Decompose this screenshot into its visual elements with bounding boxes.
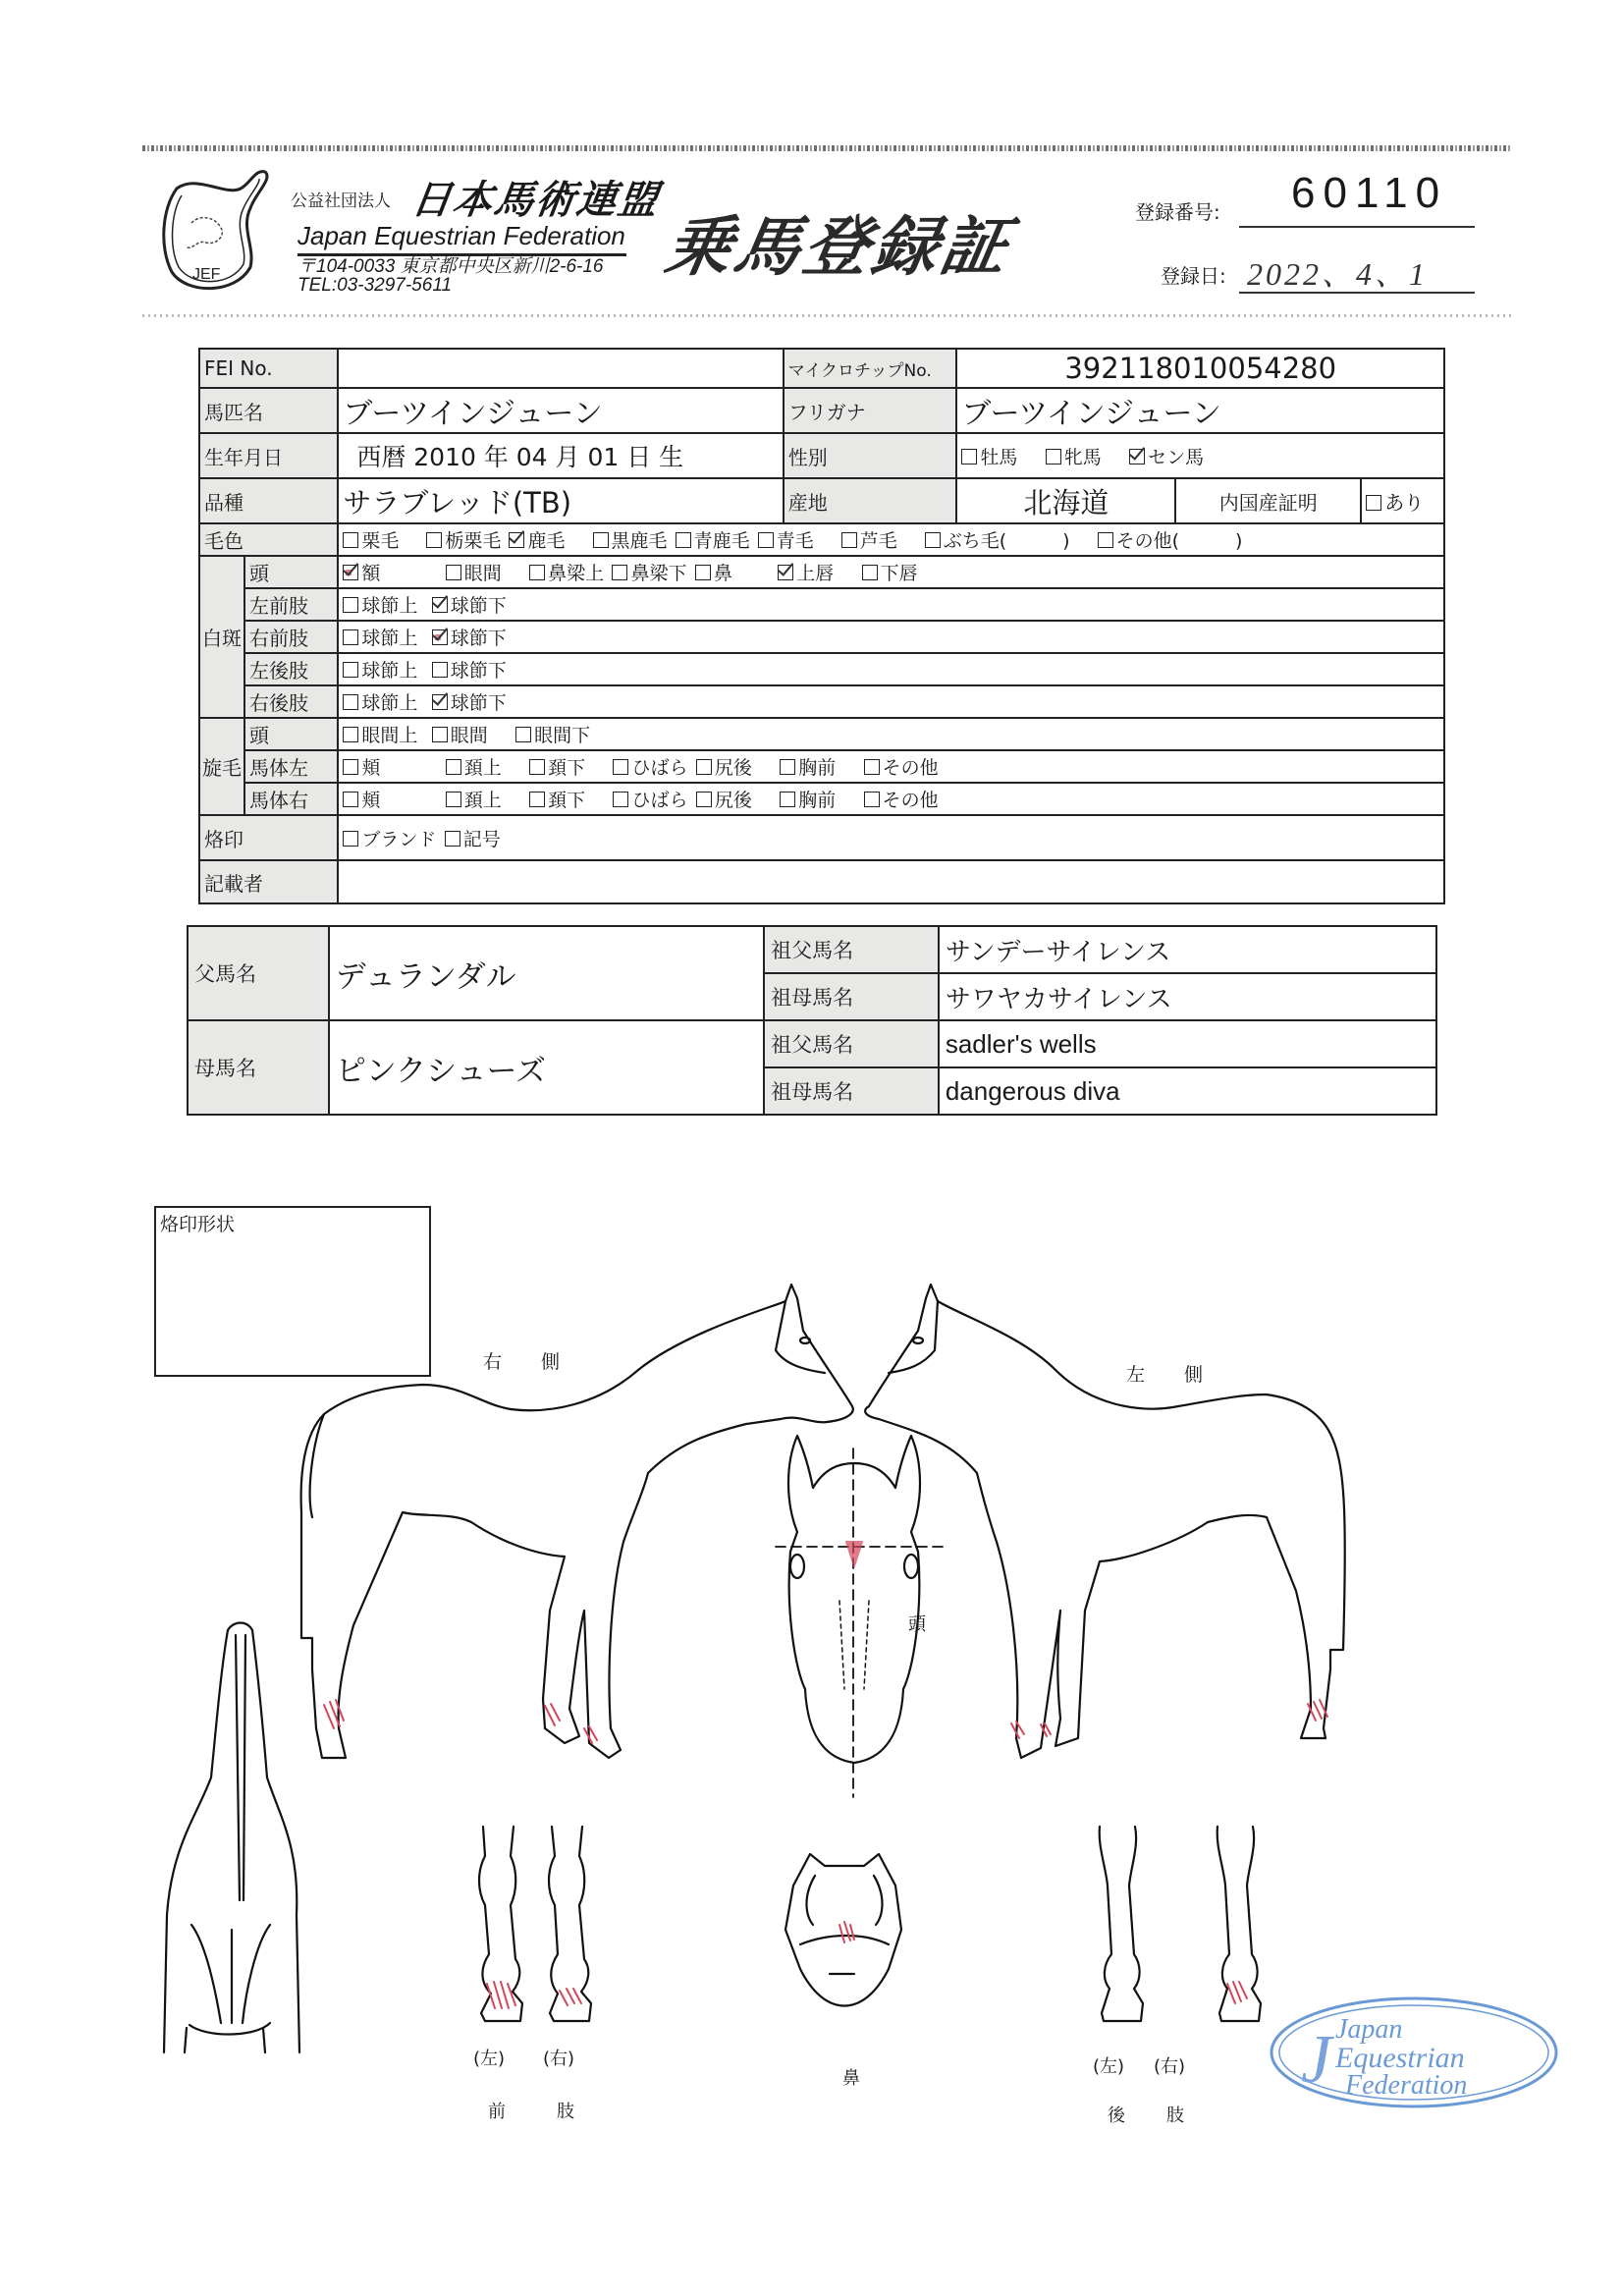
- left-hind-above-fetlock[interactable]: 球節上: [343, 656, 417, 683]
- jef-stamp: [1267, 1994, 1561, 2111]
- whorl-below-eyes[interactable]: 眼間下: [515, 721, 590, 747]
- side-view-markings: [324, 1700, 1327, 1743]
- horse-name-label: 馬匹名: [199, 388, 338, 433]
- dam-dam-label: 祖母馬名: [764, 1067, 939, 1115]
- white-lower-bridge[interactable]: 鼻梁下: [612, 559, 686, 585]
- sire-sire-label: 祖父馬名: [764, 926, 939, 973]
- svg-text:Federation: Federation: [1345, 2070, 1468, 2101]
- coat-color-label: 毛色: [199, 523, 338, 556]
- recorder-label: 記載者: [199, 860, 338, 903]
- sire-value: デュランダル: [329, 926, 764, 1020]
- head-label: 頭: [908, 1614, 926, 1635]
- brand-label: 烙印: [199, 815, 338, 860]
- org-address: 〒104-0033 東京都中央区新川2-6-16: [298, 256, 604, 277]
- coat-dark-bay[interactable]: 黒鹿毛: [593, 526, 668, 553]
- hind-right-label: (右): [1154, 2056, 1186, 2077]
- coat-black[interactable]: 青毛: [758, 526, 814, 553]
- brand-option-symbol[interactable]: 記号: [445, 825, 501, 851]
- right-side-label: 右側: [483, 1351, 600, 1373]
- svg-text:JEF: JEF: [192, 266, 221, 283]
- left-side-label: 左側: [1126, 1364, 1243, 1386]
- dam-label: 母馬名: [188, 1020, 329, 1115]
- hind-limbs-label-2: 肢: [1166, 2105, 1184, 2126]
- front-right-label: (右): [543, 2049, 575, 2069]
- org-tel: TEL:03-3297-5611: [298, 275, 453, 296]
- left-fore-above-fetlock[interactable]: 球節上: [343, 591, 417, 618]
- white-nose[interactable]: 鼻: [695, 559, 732, 585]
- left-fore-below-fetlock[interactable]: 球節下: [432, 591, 507, 618]
- stamp-oval-icon: [1267, 1994, 1561, 2111]
- breed-value: サラブレッド(TB): [338, 478, 783, 523]
- coat-bay[interactable]: 鹿毛: [509, 526, 565, 553]
- white-left-hind-label: 左後肢: [244, 653, 338, 685]
- front-left-label: (左): [473, 2049, 506, 2069]
- brand-option-brand[interactable]: ブランド: [343, 825, 436, 851]
- whorl-right-chest[interactable]: 胸前: [780, 786, 836, 812]
- horse-head-front-icon: [776, 1436, 943, 1797]
- fei-label: FEI No.: [199, 349, 338, 388]
- brand-shape-label: 烙印形状: [160, 1214, 236, 1235]
- svg-text:Japan: Japan: [1335, 2014, 1403, 2045]
- whorl-head-label: 頭: [244, 718, 338, 750]
- coat-other[interactable]: その他( ): [1098, 526, 1243, 553]
- sex-option-mare[interactable]: 牝馬: [1046, 443, 1102, 469]
- whorl-right-lower-neck[interactable]: 頚下: [529, 786, 585, 812]
- whorl-body-left-label: 馬体左: [244, 750, 338, 783]
- org-name-en: Japan Equestrian Federation: [298, 221, 625, 250]
- domestic-cert-label: 内国産証明: [1175, 478, 1361, 523]
- horse-name-value: ブーツインジューン: [338, 388, 783, 433]
- horse-left-side-icon: [865, 1285, 1345, 1758]
- white-markings-label: 白斑: [199, 556, 244, 718]
- registration-number: 60110: [1291, 169, 1448, 217]
- org-name: 日本馬術連盟: [408, 178, 663, 223]
- domestic-cert-option[interactable]: あり: [1361, 478, 1444, 523]
- whorl-body-right-label: 馬体右: [244, 783, 338, 815]
- whorl-left-lower-neck[interactable]: 頚下: [529, 753, 585, 780]
- microchip-label: マイクロチップNo.: [784, 349, 957, 388]
- sex-option-gelding[interactable]: セン馬: [1129, 443, 1204, 469]
- registration-date-label: 登録日:: [1161, 264, 1226, 288]
- right-hind-below-fetlock[interactable]: 球節下: [432, 688, 507, 715]
- birth-date-label: 生年月日: [199, 433, 338, 478]
- sire-dam-label: 祖母馬名: [764, 973, 939, 1020]
- white-upper-lip[interactable]: 上唇: [778, 559, 834, 585]
- front-limbs-label-1: 前: [488, 2102, 506, 2122]
- sire-sire-value: サンデーサイレンス: [939, 926, 1436, 973]
- whorl-above-eyes[interactable]: 眼間上: [343, 721, 417, 747]
- sex-label: 性別: [784, 433, 957, 478]
- furigana-value: ブーツインジューン: [956, 388, 1444, 433]
- white-between-eyes[interactable]: 眼間: [446, 559, 502, 585]
- furigana-label: フリガナ: [784, 388, 957, 433]
- nose-label: 鼻: [842, 2068, 860, 2089]
- breed-label: 品種: [199, 478, 338, 523]
- whorl-between-eyes[interactable]: 眼間: [432, 721, 488, 747]
- svg-text:Equestrian: Equestrian: [1335, 2042, 1465, 2074]
- hind-limbs-label-1: 後: [1108, 2105, 1125, 2126]
- white-upper-bridge[interactable]: 鼻梁上: [529, 559, 604, 585]
- horse-right-side-icon: [301, 1285, 853, 1758]
- dam-dam-value: dangerous diva: [939, 1067, 1436, 1115]
- horse-top-view-icon: [164, 1623, 299, 2053]
- microchip-value: 392118010054280: [956, 349, 1444, 388]
- registration-date: 2022、4、1: [1247, 256, 1429, 292]
- white-right-hind-label: 右後肢: [244, 685, 338, 718]
- white-left-fore-label: 左前肢: [244, 588, 338, 621]
- white-forehead[interactable]: 額: [343, 559, 380, 585]
- document-title: 乗馬登録証: [660, 209, 1017, 285]
- coat-gray[interactable]: 芦毛: [841, 526, 897, 553]
- hind-left-label: (左): [1093, 2056, 1125, 2077]
- whorl-left-cheek[interactable]: 頬: [343, 753, 380, 780]
- front-limbs-label-2: 肢: [557, 2102, 574, 2122]
- horse-nose-icon: [785, 1854, 901, 2006]
- whorl-left-other[interactable]: その他: [864, 753, 939, 780]
- white-head-label: 頭: [244, 556, 338, 588]
- right-hind-above-fetlock[interactable]: 球節上: [343, 688, 417, 715]
- whorl-left-buttock[interactable]: 尻後: [696, 753, 752, 780]
- front-limbs-icon: [479, 1827, 591, 2021]
- sire-label: 父馬名: [188, 926, 329, 1020]
- coat-dark-chestnut[interactable]: 栃栗毛: [426, 526, 501, 553]
- whorl-left-upper-neck[interactable]: 頚上: [446, 753, 502, 780]
- whorl-left-flank[interactable]: ひばら: [613, 753, 687, 780]
- coat-brown[interactable]: 青鹿毛: [676, 526, 750, 553]
- origin-value: 北海道: [956, 478, 1175, 523]
- white-lower-lip[interactable]: 下唇: [862, 559, 918, 585]
- white-right-fore-label: 右前肢: [244, 621, 338, 653]
- whorls-label: 旋毛: [199, 718, 244, 815]
- whorl-right-buttock[interactable]: 尻後: [696, 786, 752, 812]
- dam-sire-label: 祖父馬名: [764, 1020, 939, 1067]
- org-prefix: 公益社団法人: [291, 191, 391, 211]
- coat-pinto[interactable]: ぶち毛( ): [925, 526, 1070, 553]
- dam-sire-value: sadler's wells: [939, 1020, 1436, 1067]
- right-fore-below-fetlock[interactable]: 球節下: [432, 624, 507, 650]
- whorl-right-other[interactable]: その他: [864, 786, 939, 812]
- sex-option-stallion[interactable]: 牡馬: [961, 443, 1017, 469]
- left-hind-below-fetlock[interactable]: 球節下: [432, 656, 507, 683]
- whorl-right-upper-neck[interactable]: 頚上: [446, 786, 502, 812]
- whorl-right-cheek[interactable]: 頬: [343, 786, 380, 812]
- svg-text:J: J: [1301, 2022, 1332, 2098]
- whorl-left-chest[interactable]: 胸前: [780, 753, 836, 780]
- coat-chestnut[interactable]: 栗毛: [343, 526, 399, 553]
- origin-label: 産地: [784, 478, 957, 523]
- sire-dam-value: サワヤカサイレンス: [939, 973, 1436, 1020]
- right-fore-above-fetlock[interactable]: 球節上: [343, 624, 417, 650]
- whorl-right-flank[interactable]: ひばら: [613, 786, 687, 812]
- hind-limbs-icon: [1100, 1827, 1261, 2021]
- registration-number-label: 登録番号:: [1135, 200, 1220, 224]
- birth-date-value: 西暦 2010 年 04 月 01 日 生: [338, 433, 783, 478]
- dam-value: ピンクシューズ: [329, 1020, 764, 1115]
